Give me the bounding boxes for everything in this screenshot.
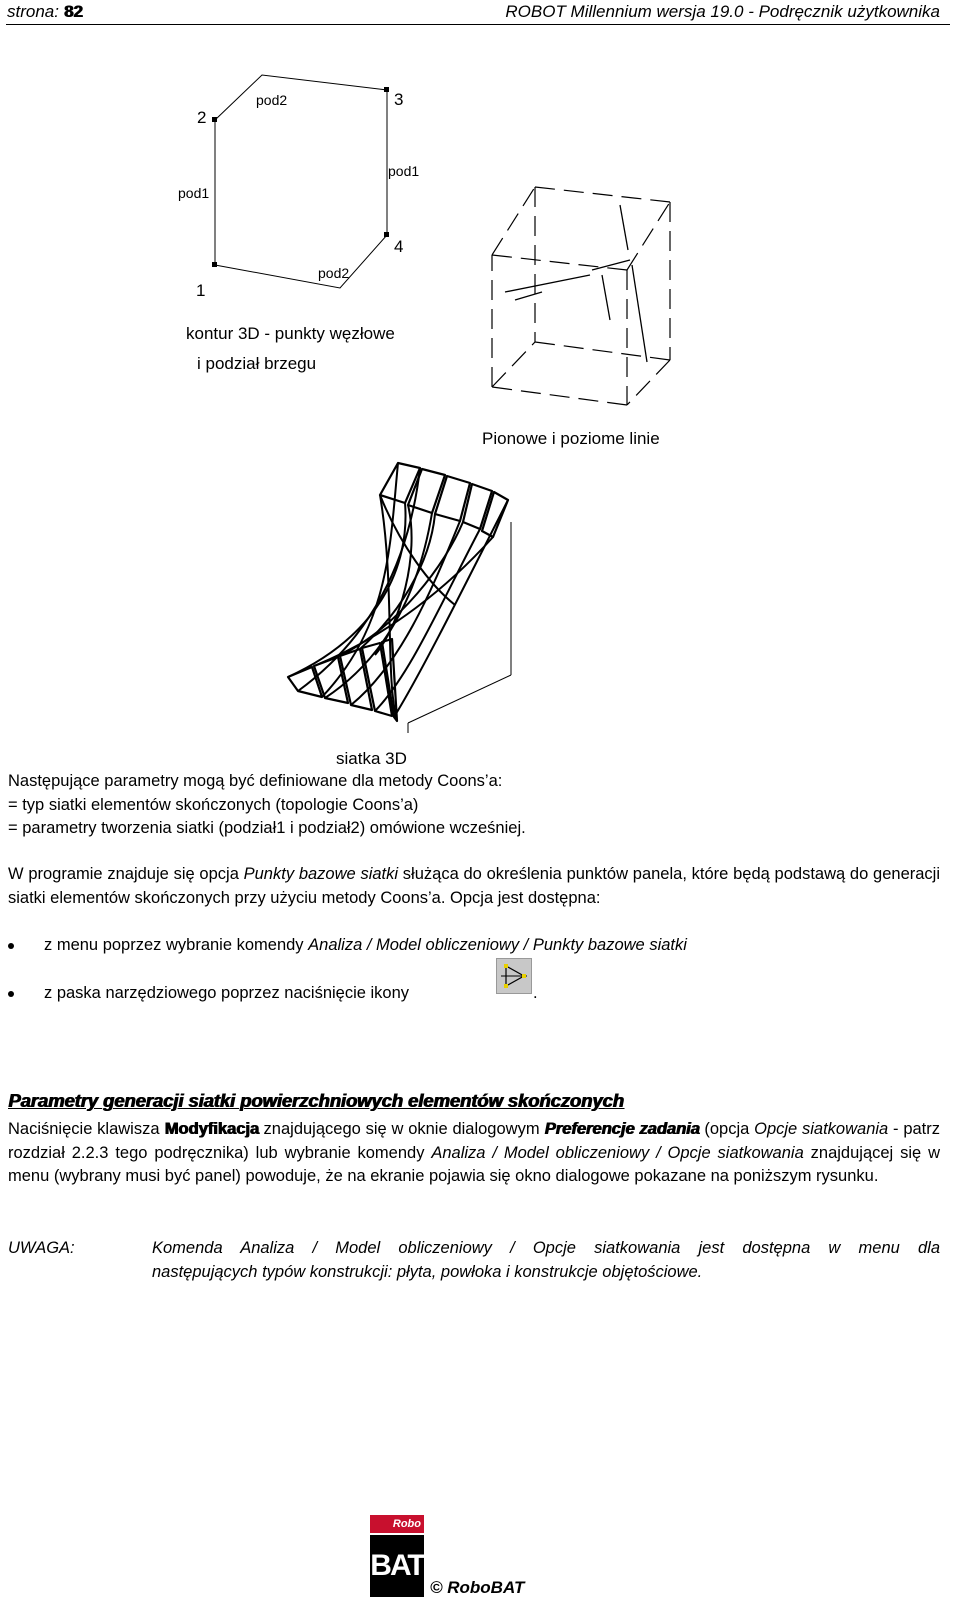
intro-line-1: Następujące parametry mogą być definiowane dla metody Coons’a: bbox=[8, 772, 503, 790]
list-item: z menu poprzez wybranie komendy Analiza / Model obliczeniowy / Punkty bazowe siatki bbox=[8, 934, 908, 957]
robobat-logo: Robo BAT bbox=[370, 1515, 424, 1597]
contour-caption-line2: i podział brzegu bbox=[197, 354, 317, 373]
lines-caption: Pionowe i poziome linie bbox=[482, 429, 660, 448]
note-line-1: Komenda Analiza / Model obliczeniowy / Opcje siatkowania jest dostępna w menu dla bbox=[152, 1239, 940, 1257]
header-divider bbox=[6, 24, 950, 25]
list-item: z paska narzędziowego poprzez naciśnięcie ikony bbox=[8, 982, 908, 1005]
note-line-2: następujących typów konstrukcji: płyta, powłoka i konstrukcje objętościowe. bbox=[152, 1263, 703, 1281]
mesh-options-paragraph: Naciśnięcie klawisza Modyfikacja znajdującego się w oknie dialogowym Preferencje zadania (opcja Opcje siatkowania - patrz rozdział 2.2.3 tego podręcznika) lub wybranie komendy Analiza / Model obliczeniowy / Opcje siatkowania znajdującej się w menu (wybrany musi być panel) powoduje, że na ekranie pojawia się okno dialogowe pokazane na poniższym rysunku. bbox=[8, 1120, 941, 1185]
document-title: ROBOT Millennium wersja 19.0 - Podręcznik użytkownika bbox=[505, 2, 940, 21]
mesh-caption: siatka 3D bbox=[336, 749, 407, 768]
mesh-figure bbox=[280, 455, 520, 755]
bullet-icon bbox=[8, 943, 14, 949]
point-4-label: 4 bbox=[394, 237, 404, 256]
mesh-base-points-icon[interactable] bbox=[496, 958, 532, 994]
page-number: strona: 82 bbox=[7, 2, 83, 21]
bullet-icon bbox=[8, 991, 14, 997]
edge-label-right: pod1 bbox=[388, 163, 420, 179]
base-points-paragraph: W programie znajduje się opcja Punkty bazowe siatki służąca do określenia punktów panela, które będą podstawą do generacji siatki elementów skończonych przy użyciu metody Coons’a. Opcja jest dostępna: bbox=[8, 865, 940, 907]
lines-figure bbox=[480, 180, 680, 415]
contour-caption-line1: kontur 3D - punkty węzłowe bbox=[186, 324, 395, 343]
bullet-end: . bbox=[533, 984, 538, 1002]
intro-line-2: = typ siatki elementów skończonych (topologie Coons’a) bbox=[8, 796, 419, 814]
point-2-label: 2 bbox=[197, 108, 207, 127]
section-heading: Parametry generacji siatki powierzchniowych elementów skończonych bbox=[8, 1090, 624, 1111]
edge-label-bottom: pod2 bbox=[318, 265, 350, 281]
intro-line-3: = parametry tworzenia siatki (podział1 i podział2) omówione wcześniej. bbox=[8, 819, 526, 837]
point-1-label: 1 bbox=[196, 281, 206, 300]
edge-label-top: pod2 bbox=[256, 92, 288, 108]
edge-label-left: pod1 bbox=[178, 185, 210, 201]
point-3-label: 3 bbox=[394, 90, 404, 109]
copyright-text: © RoboBAT bbox=[430, 1578, 525, 1597]
note-label: UWAGA: bbox=[8, 1239, 75, 1257]
